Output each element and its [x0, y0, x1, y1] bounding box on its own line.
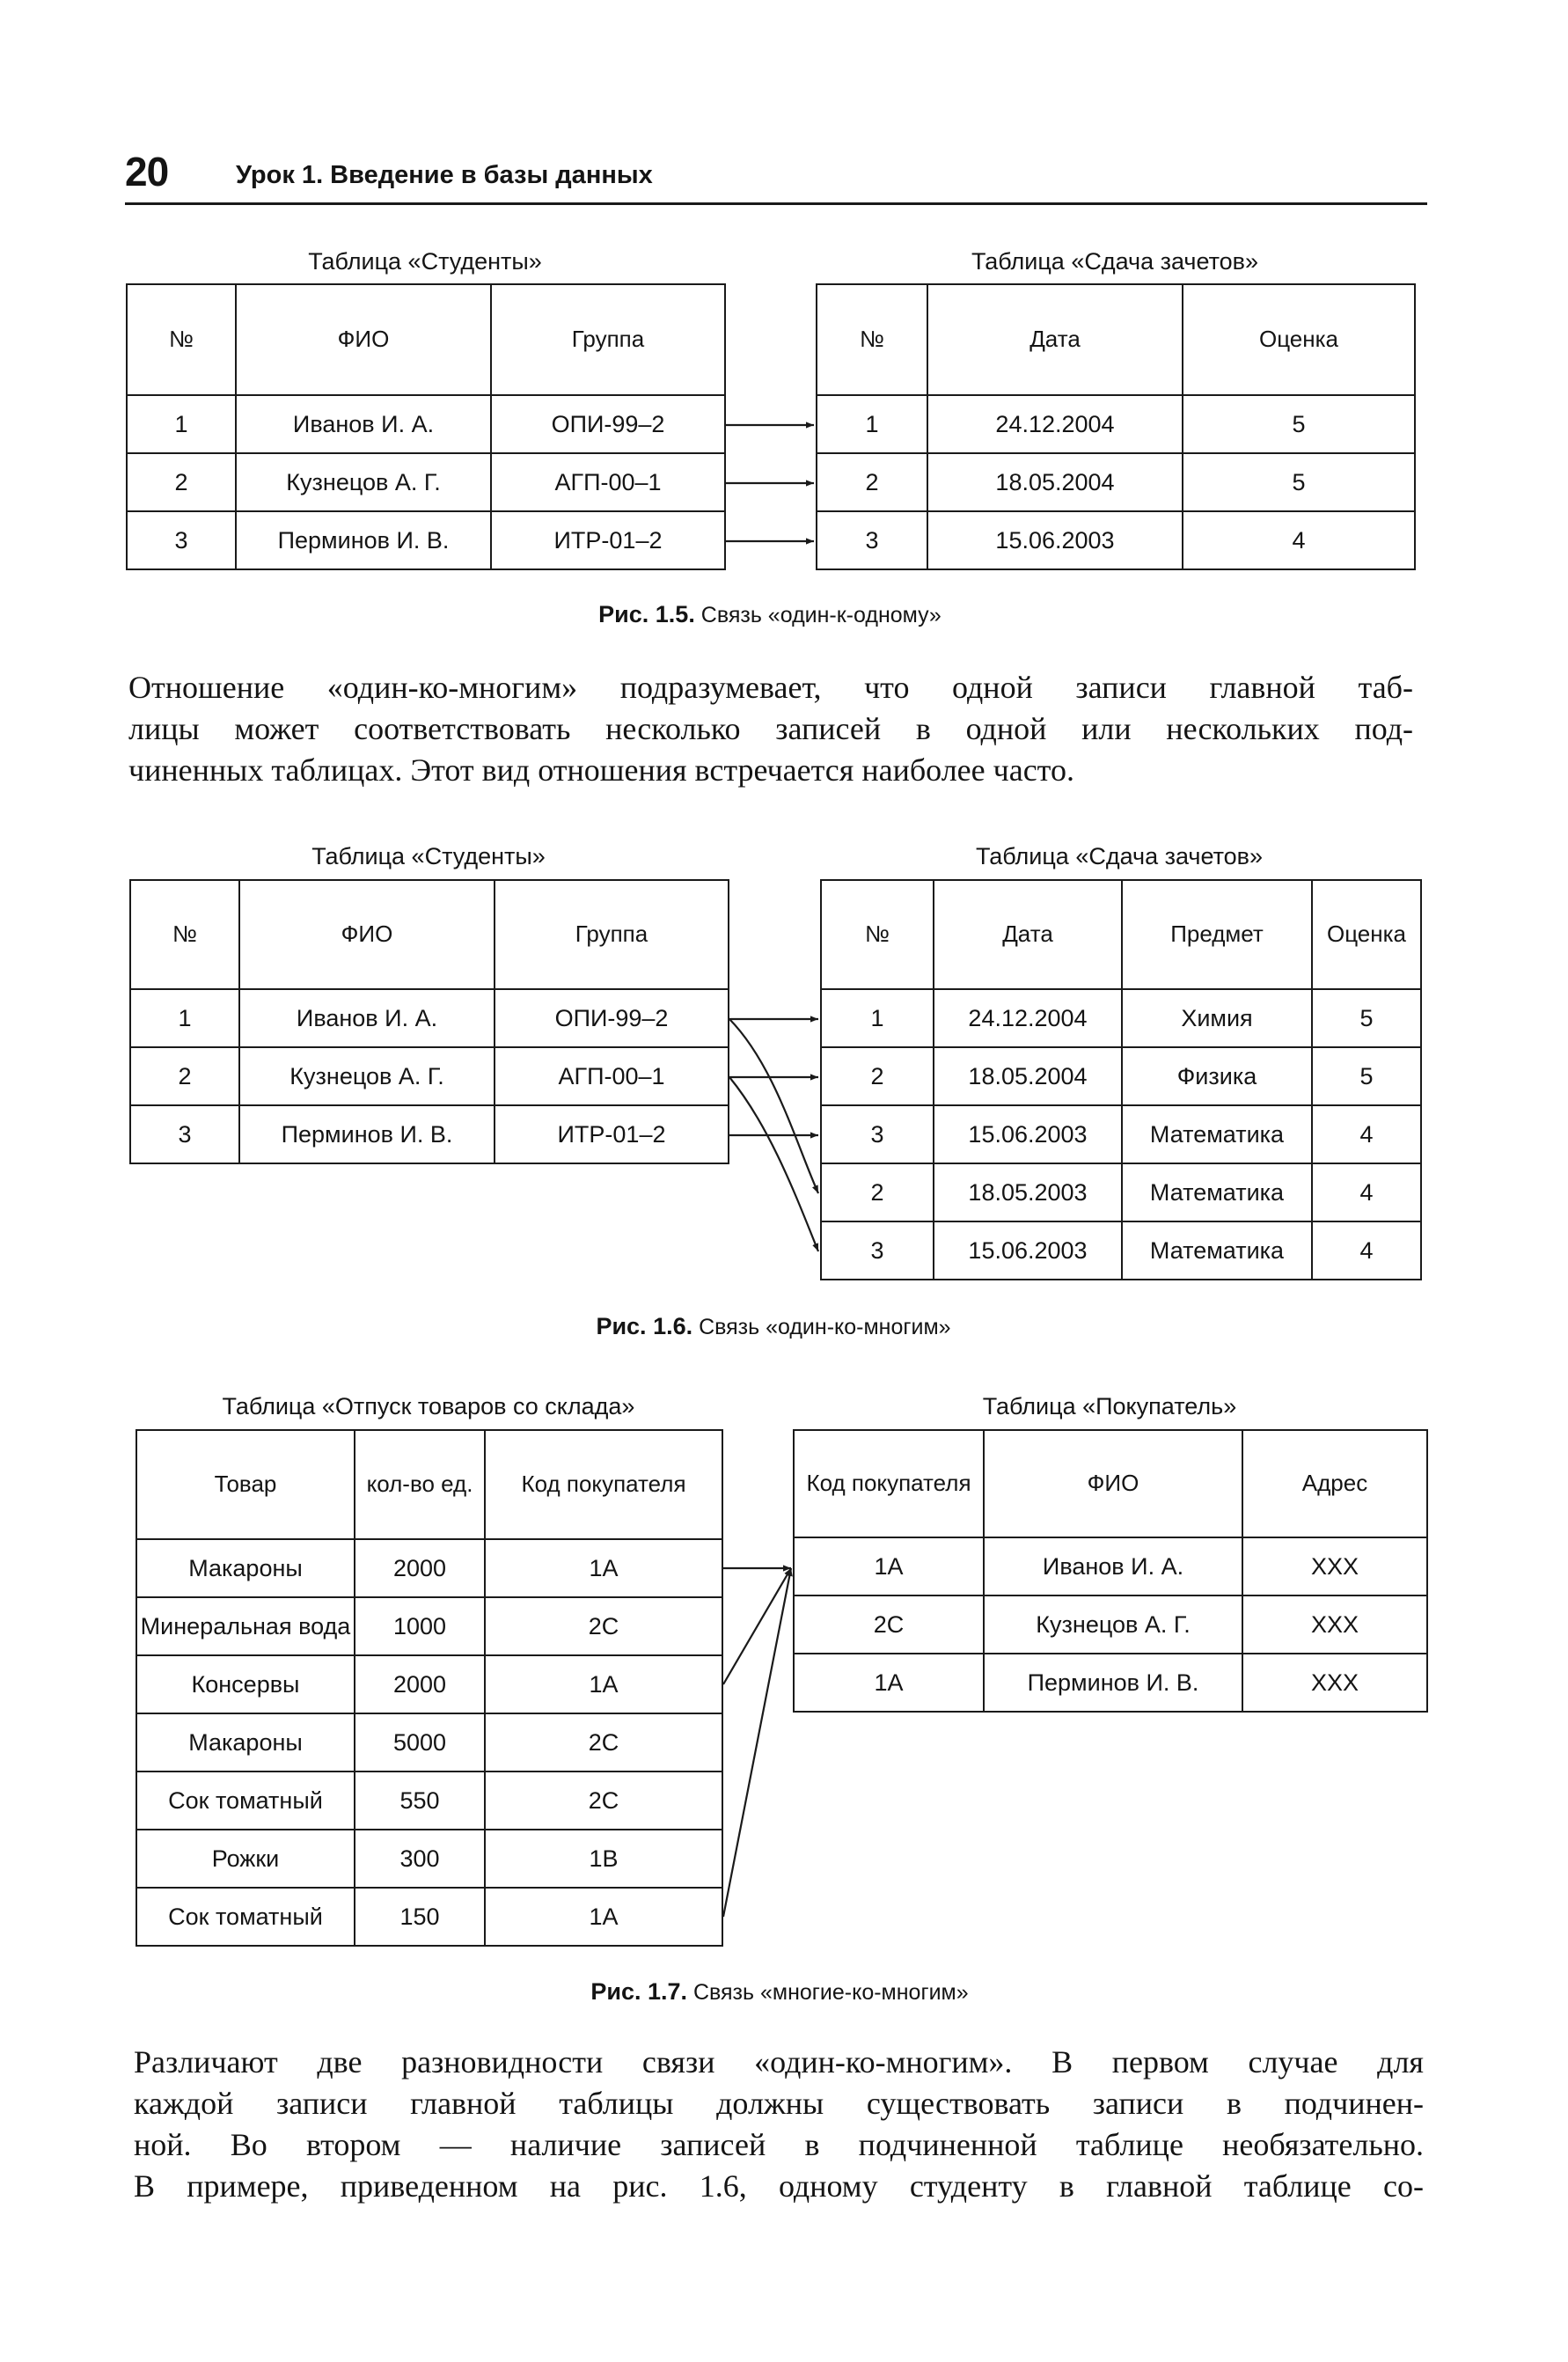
table-cell: XXX	[1242, 1654, 1427, 1712]
table-cell: 2С	[485, 1597, 722, 1655]
table-cell: Консервы	[136, 1655, 355, 1713]
table-cell: 2000	[355, 1655, 485, 1713]
figure-caption-text: Связь «многие-ко-многим»	[692, 1980, 969, 2005]
table-cell: XXX	[1242, 1537, 1427, 1595]
fig16-students-caption: Таблица «Студенты»	[311, 843, 546, 869]
table-cell: Перминов И. В.	[236, 511, 491, 569]
table-cell: 15.06.2003	[934, 1105, 1122, 1163]
table-cell: Макароны	[136, 1539, 355, 1597]
figure-caption-text: Связь «один-ко-многим»	[699, 1315, 951, 1339]
table-cell: ОПИ-99–2	[491, 395, 725, 453]
figure-label: Рис. 1.6.	[596, 1313, 693, 1339]
fig17-arrow	[723, 1568, 791, 1917]
table-cell: Перминов И. В.	[984, 1654, 1242, 1712]
table-cell: 1А	[794, 1537, 984, 1595]
table-cell: 1А	[485, 1539, 722, 1597]
table-cell: 1А	[485, 1888, 722, 1946]
header-cell: Товар	[136, 1430, 355, 1539]
header-cell: №	[127, 284, 236, 395]
table-cell: Сок томатный	[136, 1888, 355, 1946]
table-cell: 550	[355, 1772, 485, 1830]
table-cell: Сок томатный	[136, 1772, 355, 1830]
table-cell: 15.06.2003	[934, 1221, 1122, 1280]
table-cell: 2С	[485, 1713, 722, 1772]
header-cell: Предмет	[1122, 880, 1312, 989]
table-cell: Физика	[1122, 1047, 1312, 1105]
table-cell: 1В	[485, 1830, 722, 1888]
table-cell: Кузнецов А. Г.	[236, 453, 491, 511]
header-cell: Оценка	[1312, 880, 1421, 989]
table-cell: 5	[1183, 453, 1415, 511]
table-cell: 150	[355, 1888, 485, 1946]
header-cell: ФИО	[984, 1430, 1242, 1537]
table-cell: 4	[1312, 1163, 1421, 1221]
table-cell: Иванов И. А.	[984, 1537, 1242, 1595]
paragraph-1-line: чиненных таблицах. Этот вид отношения встречается наиболее часто.	[128, 752, 1074, 788]
table-cell: 18.05.2004	[934, 1047, 1122, 1105]
table-cell: 2	[821, 1047, 934, 1105]
table-cell: Рожки	[136, 1830, 355, 1888]
fig15-exams-caption: Таблица «Сдача зачетов»	[971, 248, 1259, 275]
fig15-students-caption: Таблица «Студенты»	[308, 248, 542, 275]
table-cell: 1	[821, 989, 934, 1047]
table-cell: Математика	[1122, 1163, 1312, 1221]
table-cell: 3	[127, 511, 236, 569]
table-cell: Математика	[1122, 1221, 1312, 1280]
page-number: 20	[125, 149, 169, 194]
table-cell: 1А	[485, 1655, 722, 1713]
table-cell: 1	[130, 989, 239, 1047]
table-cell: 1А	[794, 1654, 984, 1712]
table-cell: 4	[1312, 1221, 1421, 1280]
header-cell: Группа	[495, 880, 729, 989]
table-cell: ИТР-01–2	[495, 1105, 729, 1163]
table-cell: 5	[1312, 1047, 1421, 1105]
table-cell: 2	[821, 1163, 934, 1221]
header-cell: Дата	[934, 880, 1122, 989]
table-cell: 3	[821, 1221, 934, 1280]
table-cell: 1	[127, 395, 236, 453]
table-cell: 5	[1312, 989, 1421, 1047]
table-cell: 2С	[794, 1595, 984, 1654]
fig17-goods-caption: Таблица «Отпуск товаров со склада»	[222, 1393, 635, 1419]
paragraph-2-line: В примере, приведенном на рис. 1.6, одному студенту в главной таблице со-	[134, 2168, 1424, 2204]
paragraph-1-line: лицы может соответствовать несколько записей в одной или нескольких под-	[128, 711, 1413, 746]
header-cell: Адрес	[1242, 1430, 1427, 1537]
header-cell: Оценка	[1183, 284, 1415, 395]
header-cell: кол-во ед.	[355, 1430, 485, 1539]
table-cell: 15.06.2003	[927, 511, 1183, 569]
table-cell: Иванов И. А.	[236, 395, 491, 453]
header-cell: №	[821, 880, 934, 989]
running-head: Урок 1. Введение в базы данных	[236, 161, 653, 189]
fig17-customers-caption: Таблица «Покупатель»	[982, 1393, 1237, 1419]
table-cell: Иванов И. А.	[239, 989, 495, 1047]
header-cell: Код покупателя	[485, 1430, 722, 1539]
paragraph-2-line: ной. Во втором — наличие записей в подчиненной таблице необязательно.	[134, 2127, 1424, 2162]
fig16-arrow	[729, 1019, 818, 1193]
table-cell: 2С	[485, 1772, 722, 1830]
fig16-exams-caption: Таблица «Сдача зачетов»	[975, 843, 1264, 869]
header-cell: ФИО	[239, 880, 495, 989]
table-cell: ИТР-01–2	[491, 511, 725, 569]
fig17-arrow	[723, 1568, 791, 1684]
table-cell: 18.05.2003	[934, 1163, 1122, 1221]
table-cell: XXX	[1242, 1595, 1427, 1654]
fig16-arrow	[729, 1077, 818, 1251]
table-cell: 1000	[355, 1597, 485, 1655]
table-cell: 2	[130, 1047, 239, 1105]
header-cell: ФИО	[236, 284, 491, 395]
table-cell: 5	[1183, 395, 1415, 453]
table-cell: 2	[817, 453, 927, 511]
header-cell: №	[817, 284, 927, 395]
table-cell: 2	[127, 453, 236, 511]
figure-caption-text: Связь «один-к-одному»	[700, 603, 942, 627]
header-cell: Код покупателя	[794, 1430, 984, 1537]
table-cell: 24.12.2004	[927, 395, 1183, 453]
table-cell: 24.12.2004	[934, 989, 1122, 1047]
table-cell: 300	[355, 1830, 485, 1888]
table-cell: 1	[817, 395, 927, 453]
paragraph-1-line: Отношение «один-ко-многим» подразумевает, что одной записи главной таб-	[128, 670, 1413, 705]
paragraph-2-line: Различают две разновидности связи «один-ко-многим». В первом случае для	[134, 2044, 1424, 2080]
table-cell: Математика	[1122, 1105, 1312, 1163]
table-cell: 2000	[355, 1539, 485, 1597]
header-cell: Дата	[927, 284, 1183, 395]
table-cell: АГП-00–1	[495, 1047, 729, 1105]
table-cell: Химия	[1122, 989, 1312, 1047]
table-cell: 5000	[355, 1713, 485, 1772]
table-cell: Кузнецов А. Г.	[239, 1047, 495, 1105]
table-cell: 3	[821, 1105, 934, 1163]
table-cell: 4	[1183, 511, 1415, 569]
table-cell: 4	[1312, 1105, 1421, 1163]
table-cell: Кузнецов А. Г.	[984, 1595, 1242, 1654]
table-cell: Макароны	[136, 1713, 355, 1772]
table-cell: ОПИ-99–2	[495, 989, 729, 1047]
header-cell: №	[130, 880, 239, 989]
figure-label: Рис. 1.7.	[590, 1978, 688, 2005]
header-cell: Группа	[491, 284, 725, 395]
table-cell: 3	[817, 511, 927, 569]
table-cell: 3	[130, 1105, 239, 1163]
paragraph-2-line: каждой записи главной таблицы должны существовать записи в подчинен-	[134, 2086, 1424, 2121]
figure-label: Рис. 1.5.	[598, 601, 695, 627]
table-cell: Минеральная вода	[136, 1597, 355, 1655]
table-cell: 18.05.2004	[927, 453, 1183, 511]
table-cell: Перминов И. В.	[239, 1105, 495, 1163]
table-cell: АГП-00–1	[491, 453, 725, 511]
